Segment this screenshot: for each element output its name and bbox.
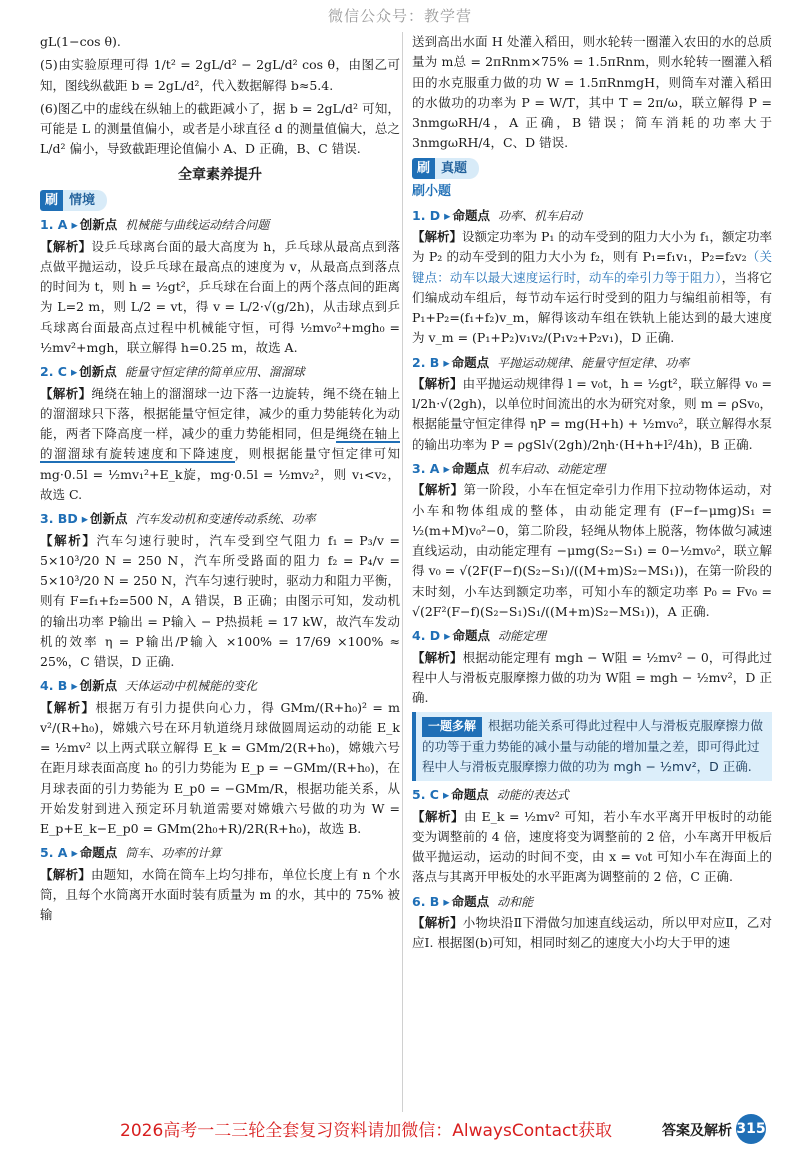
left-text-2: (6)图乙中的虚线在纵轴上的截距减小了，据 b = 2gL/d² 可知，可能是 L 的测量值偏小，或者是小球直径 d 的测量值偏大，总之 L/d² 偏小，导致截距理论值偏小 A、D 正确，B、C 错误. <box>40 100 400 157</box>
question-topic: 筒车、功率的计算 <box>125 846 222 861</box>
solution-text: 汽车匀速行驶时，汽车受到空气阻力 f₁ = P₃/v = 5×10³/20 N = 250 N，汽车所受路面的阻力 f₂ = P₄/v = 5×10³/20 N = 250 N，汽车匀速行驶时，驱动力和阻力平衡，则有 F=f₁+f₂=500 N，A 错误，B 正确；由图示可知，发动机的输出功率 P输出 = P输入 − P热损耗 = 17 kW，故汽车发动机的效率 η = P输出/P输入 ×100% = 17/69 ×100% ≈ 25%，C 错误，D 正确. <box>40 532 400 670</box>
question-tag: ▸ 命题点 <box>443 894 489 909</box>
question-solution <box>412 807 772 888</box>
question-head <box>40 362 400 382</box>
question-tag: ▸ 命题点 <box>71 845 117 860</box>
section-real-header <box>412 158 772 179</box>
section-badge: 刷 <box>412 158 435 179</box>
question-topic: 能量守恒定律的简单应用、溜溜球 <box>124 365 305 380</box>
solution-label: 【解析】 <box>412 649 463 665</box>
question-head <box>412 892 772 912</box>
key-point-underline: 绳绕在轴上的溜溜球有旋转速度和下降速度 <box>40 426 400 462</box>
chapter-title: 全章素养提升 <box>178 166 262 183</box>
question-head <box>412 459 772 479</box>
solution-text: 第一阶段，小车在恒定牵引力作用下拉动物体运动，对小车和物体组成的整体，由动能定理有 (F−f−μmg)S₁ = ½(m+M)v₀²−0，第二阶段，轻绳从物体上脱落，物体做匀减速直线运动，由动能定理有 −μmg(S₂−S₁) = 0−½mv₀²，联立解得 v₀ = √(2F(F−f)(S₂−S₁)/((M+m)S₂−MS₁))，在第一阶段的末时刻，小车达到额定功率，可知小车的额定功率 P₀ = Fv₀ = √(2F²(F−f)(S₂−S₁)S₁/((M+m)S₂−MS₁))，A 正确. <box>412 482 772 619</box>
question-number: 4. D <box>412 628 441 644</box>
solution-text: 根据万有引力提供向心力，得 GMm/(R+h₀)² = m v²/(R+h₀)，嫦娥六号在环月轨道绕月球做圆周运动的动能 E_k = ½mv² 以上两式联立解得 E_k = GMm/2(R+h₀)，嫦娥六号在距月球表面高度 h₀ 的引力势能为 E_p = −GMm/(R+h₀)，在月球表面的引力势能为 E_p0 = −GMm/R，根据功能关系，从开始发射到进入预定环月轨道需要对嫦娥六号做的功为 W = E_p+E_k−E_p0 = GMm(2h₀+R)/2R(R+h₀)，故选 B. <box>40 699 400 837</box>
solution-label: 【解析】 <box>40 699 96 715</box>
multi-solution-tag: 一题多解 <box>422 717 482 736</box>
question-topic: 动能定理 <box>497 629 546 644</box>
question-tag: ▸ 创新点 <box>82 511 128 526</box>
key-point-note: （关键点：动车以最大速度运行时，动车的牵引力等于阻力） <box>412 249 772 285</box>
solution-label: 【解析】 <box>40 866 91 882</box>
question-solution <box>40 384 400 506</box>
question-solution <box>40 531 400 673</box>
question-topic: 机车启动、动能定理 <box>497 461 606 476</box>
solution-label: 【解析】 <box>412 808 465 824</box>
section-name: 情境 <box>63 190 107 211</box>
question-number: 5. A <box>40 845 68 861</box>
question-head <box>40 215 400 235</box>
question-solution <box>412 913 772 954</box>
solution-label: 【解析】 <box>40 385 92 401</box>
question-solution <box>412 227 772 349</box>
right-text-top: 送到高出水面 H 处灌入稻田，则水轮转一圈灌入农田的水的总质量为 m总 = 2πRnm×75% = 1.5πRnm，则水轮转一圈灌入稻田的水克服重力做的功 W = 1.5πRnmgH，则筒车对灌入稻田的水做功的功率为 P = W/T，其中 T = 2π/ω，联立解得 P = 3nmgωRH/4，A 正确，B 错误；简车消耗的功率大于 3nmgωRH/4，C、D 错误. <box>412 34 772 151</box>
solution-label: 【解析】 <box>412 915 463 931</box>
question-head <box>40 843 400 863</box>
solution-text: 小物块沿Ⅱ下滑做匀加速直线运动，所以甲对应Ⅱ，乙对应Ⅰ. 根据图(b)可知，相同时刻乙的速度大小均大于甲的速 <box>412 915 772 951</box>
question-tag: ▸ 命题点 <box>443 461 489 476</box>
page-number: 315 <box>736 1114 766 1144</box>
question-number: 6. B <box>412 893 440 909</box>
solution-text: 绳绕在轴上的溜溜球一边下落一边旋转，绳不绕在轴上的溜溜球只下落，根据能量守恒定律，减少的重力势能转化为动能，两者下降高度一样，减少的重力势能相同，但是 <box>40 385 400 442</box>
solution-text: 根据动能定理有 mgh − W阻 = ½mv² − 0，可得此过程中人与滑板克服摩擦力做的功为 W阻 = mgh − ½mv²，D 正确. <box>412 649 772 706</box>
question-tag: ▸ 创新点 <box>71 678 117 693</box>
question-tag: ▸ 命题点 <box>444 628 490 643</box>
question-number: 1. D <box>412 207 441 223</box>
question-tag: ▸ 命题点 <box>443 787 489 802</box>
question-topic: 动和能 <box>497 894 534 909</box>
question-tag: ▸ 创新点 <box>71 364 117 379</box>
question-number: 2. B <box>412 354 440 370</box>
right-column <box>412 32 772 1112</box>
question-number: 2. C <box>40 364 67 380</box>
question-head <box>412 785 772 805</box>
solution-label: 【解析】 <box>412 375 463 391</box>
solution-text: 由题知，水筒在筒车上均匀排布，单位长度上有 n 个水筒，且每个水筒离开水面时装有质量为 m 的水，其中的 75% 被输 <box>40 866 400 923</box>
solution-label: 【解析】 <box>412 229 463 245</box>
question-solution <box>40 698 400 840</box>
question-tag: ▸ 命题点 <box>444 208 490 223</box>
left-text-0: gL(1−cos θ). <box>40 34 121 49</box>
solution-text: 设额定功率为 P₁ 的动车受到的阻力大小为 f₁，额定功率为 P₂ 的动车受到的阻力大小为 f₂，则有 P₁=f₁v₁，P₂=f₂v₂ <box>412 229 772 265</box>
question-head <box>412 626 772 646</box>
footer-label: 答案及解析 <box>662 1123 732 1139</box>
question-topic: 动能的表达式 <box>496 788 569 803</box>
section-badge: 刷 <box>40 190 63 211</box>
watermark: 微信公众号：教学营 <box>327 7 472 25</box>
question-number: 4. B <box>40 678 68 694</box>
question-number: 3. A <box>412 460 440 476</box>
solution-text: 由 E_k = ½mv² 可知，若小车水平离开甲板时的动能变为调整前的 4 倍，速度将变为调整前的 2 倍，小车离开甲板后做平抛运动，运动的时间不变，由 x = v₀t 可知小车在海面上的落点与其离开甲板处的水平距离为调整前的 2 倍，C 正确. <box>412 808 772 885</box>
solution-text: ，当将它们编成动车组后，每节动车运行时受到的阻力与编组前相等，有 P₁+P₂=(f₁+f₂)v_m，解得该动车组在铁轨上能达到的最大速度为 v_m = (P₁+P₂)v₁v₂/(P₁v₂+P₂v₁)，D 正确. <box>412 269 772 346</box>
section-situation-header <box>40 190 400 211</box>
question-solution <box>40 237 400 359</box>
question-topic: 机械能与曲线运动结合问题 <box>125 218 270 233</box>
question-head <box>40 676 400 696</box>
section-name: 真题 <box>435 158 479 179</box>
solution-text: 由平抛运动规律得 l = v₀t，h = ½gt²，联立解得 v₀ = l/2h·√(2gh)，以单位时间流出的水为研究对象，则 m = ρSv₀，根据能量守恒定律得 ηP = mg(H+h) + ½mv₀²，联立解得水泵的输出功率为 P = ρgSl√(2gh)/2ηh·(H+h+l²/4h)，B 正确. <box>412 375 772 452</box>
question-topic: 天体运动中机械能的变化 <box>125 679 258 694</box>
question-head <box>412 206 772 226</box>
left-column <box>40 32 400 1112</box>
column-divider <box>402 32 403 1112</box>
question-number: 5. C <box>412 787 439 803</box>
footer-promo: 2026高考一二三轮全套复习资料请加微信：AlwaysContact获取 <box>120 1121 612 1141</box>
left-text-1: (5)由实验原理可得 1/t² = 2gL/d² − 2gL/d² cos θ，由图乙可知，图线纵截距 b = 2gL/d²，代入数据解得 b≈5.4. <box>40 57 400 93</box>
question-solution <box>412 480 772 622</box>
solution-label: 【解析】 <box>412 482 464 498</box>
sub-heading: 刷小题 <box>412 183 452 199</box>
solution-label: 【解析】 <box>40 238 92 254</box>
solution-text: ，则根据能量守恒定律可知 mg·0.5l = ½mv₁²+E_k旋，mg·0.5l = ½mv₂²，则 v₁<v₂，故选 C. <box>40 446 400 502</box>
question-solution <box>412 648 772 709</box>
question-number: 3. BD <box>40 511 78 527</box>
question-topic: 汽车发动机和变速传动系统、功率 <box>135 512 316 527</box>
multi-solution-box <box>412 712 772 781</box>
solution-text: 设乒乓球离台面的最大高度为 h，乒乓球从最高点到落点做平抛运动，设乒乓球在最高点的速度为 v，从最高点到落点的时间为 t，则 h = ½gt²，乒乓球在台面上的两个落点间的距离为 L=2 m，则 L/2 = vt，得 v = L/2·√(g/2h)，从击球点到乒乓球离台面最高点过程中机械能守恒，可得 ½mv₀²+mgh₀ = ½mv²+mgh，联立解得 h=0.25 m，故选 A. <box>40 238 400 355</box>
question-topic: 平抛运动规律、能量守恒定律、功率 <box>497 355 690 370</box>
solution-label: 【解析】 <box>40 532 97 548</box>
question-topic: 功率、机车启动 <box>497 208 582 223</box>
question-solution <box>412 374 772 455</box>
question-tag: ▸ 命题点 <box>443 355 489 370</box>
question-solution <box>40 865 400 926</box>
question-head <box>412 353 772 373</box>
question-number: 1. A <box>40 217 68 233</box>
question-head <box>40 509 400 529</box>
question-tag: ▸ 创新点 <box>71 217 117 232</box>
multi-solution-text: 根据功能关系可得此过程中人与滑板克服摩擦力做的功等于重力势能的减小量与动能的增加量之差，即可得此过程中人与滑板克服摩擦力做的功为 mgh − ½mv²，D 正确. <box>422 718 764 775</box>
